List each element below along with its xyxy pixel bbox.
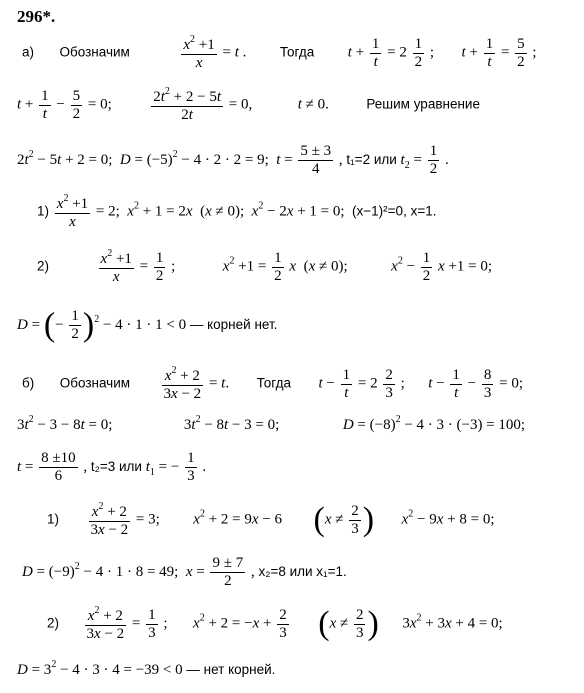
part-b-line-2: $3t^2 - 3 - 8t = 0$; $3t^2 - 8t - 3 = 0$; $D = (-8)^2 - 4 \cdot 3 \cdot (-3) = 100$; [17, 414, 526, 433]
part-b-case1-roots: x₂=8 или x₁=1. [258, 564, 347, 580]
part-a-line-2: t + $\frac{1}{t}$ − $\frac{5}{2}$ = 0; $\frac{2t^2 + 2 - 5t}{2t}$ = 0, t ≠ 0. Решим уравнение [17, 86, 480, 124]
part-b-case2-label: 2) [47, 615, 60, 631]
part-a-then: Тогда [279, 44, 315, 60]
part-b-line-3: t = $\frac{8 \pm 10}{6}$ , t₂=3 или $t_1$ = − $\frac{1}{3}$ . [17, 450, 207, 485]
part-a-case2-label: 2) [37, 258, 50, 274]
part-a-roots: t₁=2 или [346, 152, 397, 168]
part-a-case-1: 1) $\frac{x^2 +1}{x}$ = 2; $x^2 + 1 = 2x$ (x ≠ 0); $x^2 - 2x + 1 = 0$; (x−1)²=0, x=1. [37, 193, 437, 231]
part-a-denote: Обозначим [59, 44, 130, 60]
part-a-discriminant: D = (− $\frac{1}{2}$ )$^2$ − 4 · 1 · 1 < 0 — корней нет. [17, 306, 278, 344]
part-b-case-1: 1) $\frac{x^2 + 2}{3x - 2}$ = 3; $x^2 + 2 = 9x - 6$ (x ≠ $\frac{2}{3}$ ) $x^2 - 9x + 8 = 0$; [47, 500, 495, 539]
part-b-case1-label: 1) [47, 511, 60, 527]
part-b-denote: Обозначим [59, 375, 131, 391]
part-b-case-2: 2) $\frac{x^2 + 2}{3x - 2}$ = $\frac{1}{3}$ ; $x^2 + 2 = -x$ + $\frac{2}{3}$ (x ≠ $\frac{2}{3}$ ) $3x^2 + 3x + 4 = 0$; [47, 604, 503, 643]
part-b-roots: t₂=3 или [90, 459, 142, 475]
part-a-case1-label: 1) [37, 203, 50, 219]
part-b-discriminant-2: $D = 3^2 - 4 \cdot 3 \cdot 4 = -39 < 0$ — нет корней. [17, 659, 276, 678]
part-a-no-roots: — корней нет. [189, 317, 278, 333]
problem-number: 296*. [17, 7, 56, 26]
part-a-line-3: $2t^2 - 5t + 2 = 0$; $D = (-5)^2 - 4 \cdot 2 \cdot 2 = 9$; t = $\frac{5 \pm 3}{4}$ , t₁=2 или $t_2$ = $\frac{1}{2}$ . [17, 143, 449, 178]
part-b-discriminant-1: $D = (-9)^2 - 4 \cdot 1 \cdot 8 = 49$; x = $\frac{9 \pm 7}{2}$ , x₂=8 или x₁=1. [22, 555, 347, 590]
part-a-line-1: а) Обозначим $\frac{x^2 +1}{x}$ = t . Тогда t + $\frac{1}{t}$ = 2 $\frac{1}{2}$ ; t + $\frac{1}{t}$ = $\frac{5}{2}$ ; [22, 34, 537, 72]
part-b-then: Тогда [256, 375, 291, 391]
part-a-case-2: 2) $\frac{x^2 +1}{x}$ = $\frac{1}{2}$ ; $x^2 +1$ = $\frac{1}{2}$ x (x ≠ 0); $x^2$ − $\frac{1}{2}$ x +1 = 0; [37, 248, 493, 286]
part-b-line-1: б) Обозначим $\frac{x^2 + 2}{3x - 2}$ = t. Тогда t − $\frac{1}{t}$ = 2 $\frac{2}{3}$ ; t − $\frac{1}{t}$ − $\frac{8}{3}$ = 0; [22, 365, 524, 403]
part-a-case1-end: (x−1)²=0, x=1. [352, 203, 437, 219]
part-b-label: б) [22, 375, 35, 391]
part-b-no-roots: — нет корней. [186, 662, 276, 677]
part-a-solve: Решим уравнение [366, 96, 480, 112]
part-a-label: а) [22, 44, 35, 60]
